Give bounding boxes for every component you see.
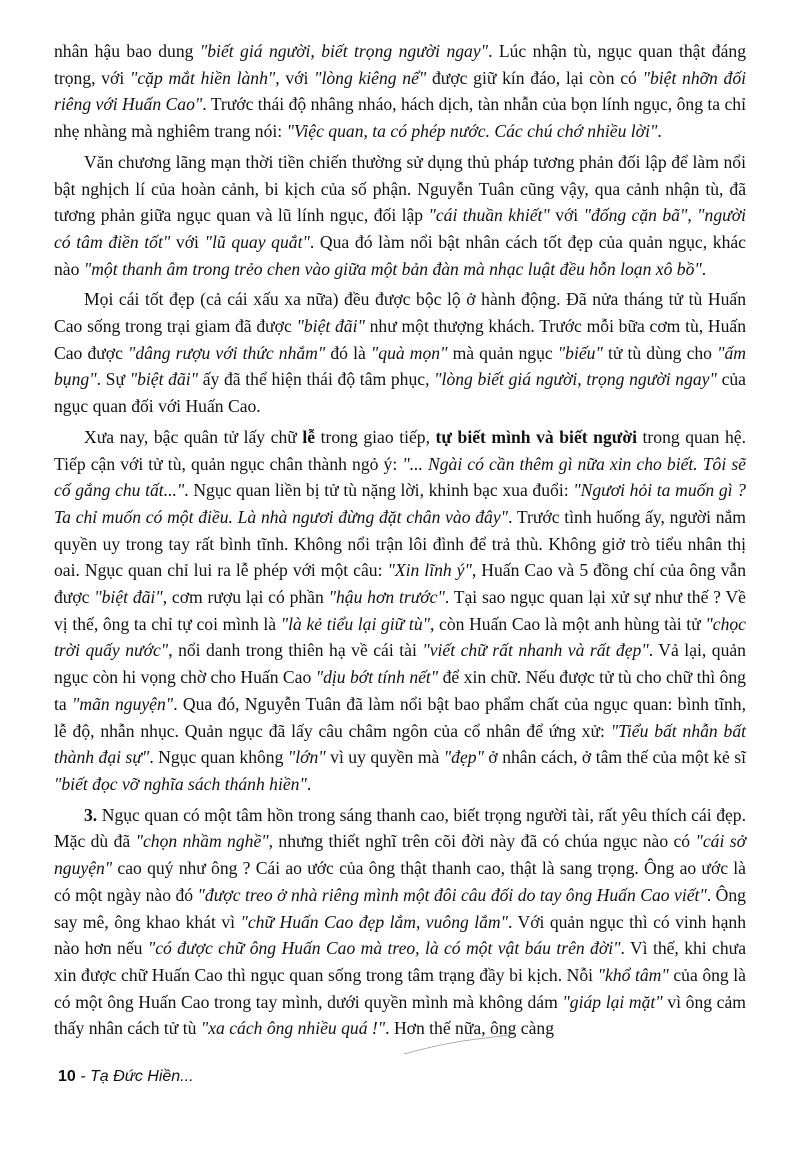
quoted-phrase: "dịu bớt tính nết": [315, 667, 439, 688]
quoted-phrase: "dâng rượu với thức nhắm": [128, 342, 326, 363]
text-run: Xưa nay, bậc quân tử lấy chữ: [84, 426, 303, 447]
text-run: cao quý như ông ? Cái ao ước của ông thật thanh cao, thật là sang trọng. Ông ao ước là có một ngày nào đó: [54, 858, 746, 905]
text-run: ,: [687, 205, 698, 226]
quoted-phrase: "một thanh âm trong trẻo chen vào giữa một bản đàn mà nhạc luật đều hỗn loạn xô bồ": [83, 258, 702, 279]
text-run: . Sự: [96, 369, 130, 390]
text-run: , cơm rượu lại có phần: [162, 587, 329, 608]
quoted-phrase: "lớn": [287, 747, 326, 768]
quoted-phrase: "biệt đãi": [94, 587, 163, 608]
text-run: Văn chương lãng mạn thời tiền chiến thường sử dụng thủ pháp tương phản đối lập để làm nổi bật nghịch lí của hoàn cảnh, bi kịch của số phận. Nguyễn Tuân cũng vậy, qua cảnh nhận tù, đã tương phản giữa ngục quan và lũ lính ngục, đối lập: [54, 151, 746, 226]
emphasized-text: lễ: [302, 426, 316, 447]
pen-scratch-mark: [400, 1030, 520, 1060]
paragraph: [54, 802, 746, 1042]
quoted-phrase: "mãn nguyện": [72, 693, 174, 714]
text-run: . Qua đó làm nổi bật nhân cách tốt đẹp của quản ngục, khác nào: [54, 231, 746, 279]
page-number: 10: [58, 1068, 76, 1085]
body-text: [54, 38, 746, 1046]
quoted-phrase: "khổ tâm": [597, 964, 669, 985]
quoted-phrase: "viết chữ rất nhanh và rất đẹp": [422, 640, 649, 661]
text-run: . Ngục quan không: [149, 747, 288, 768]
text-run: . Hơn thế nữa, ông càng: [385, 1018, 554, 1039]
text-run: đó là: [325, 342, 371, 363]
quoted-phrase: "ấm bụng": [54, 342, 746, 390]
quoted-phrase: "được treo ở nhà riêng mình một đôi câu đối do tay ông Huấn Cao viết": [197, 884, 707, 905]
quoted-phrase: "Xin lĩnh ý": [387, 560, 472, 581]
text-run: với: [170, 231, 205, 252]
text-run: tử tù dùng cho: [602, 342, 718, 363]
text-run: . Tại sao ngục quan lại xử sự như thế ? Về vị thế, ông ta chỉ tự coi mình là: [54, 587, 746, 634]
quoted-phrase: "chữ Huấn Cao đẹp lắm, vuông lắm": [240, 911, 508, 932]
text-run: trong quan hệ. Tiếp cận với tử tù, quản ngục chân thành ngỏ ý:: [54, 426, 746, 474]
text-run: . Ngục quan liền bị tử tù nặng lời, khinh bạc xua đuổi:: [184, 480, 574, 501]
quoted-phrase: "chọc trời quấy nước": [54, 613, 746, 661]
text-run: .: [701, 258, 707, 279]
paragraph: [54, 424, 746, 798]
text-run: vì uy quyền mà: [325, 747, 444, 768]
quoted-phrase: "đống cặn bã": [583, 205, 688, 226]
text-run: trong giao tiếp,: [315, 426, 436, 447]
text-run: .: [306, 773, 312, 794]
text-run: .: [657, 121, 662, 142]
text-run: với: [549, 205, 584, 226]
page-footer: [58, 1068, 194, 1086]
text-run: . Với quản ngục thì có vinh hạnh nào hơn nếu: [54, 911, 747, 959]
paragraph: [54, 286, 746, 420]
text-run: , Huấn Cao và 5 đồng chí của ông vẫn được: [54, 560, 746, 608]
text-run: ở nhân cách, ở tâm thế của một kẻ sĩ: [483, 747, 746, 768]
footer-author: Tạ Đức Hiền...: [90, 1068, 194, 1085]
paragraph: [54, 38, 746, 145]
quoted-phrase: "biệt đãi": [129, 369, 199, 390]
quoted-phrase: "hậu hơn trước": [328, 587, 445, 608]
text-run: như một thượng khách. Trước mỗi bữa cơm tù, Huấn Cao được: [54, 316, 747, 363]
quoted-phrase: "có được chữ ông Huấn Cao mà treo, là có một vật báu trên đời": [147, 938, 621, 959]
text-run: , nổi danh trong thiên hạ về cái tài: [168, 640, 423, 661]
quoted-phrase: "biếu": [557, 342, 603, 363]
quoted-phrase: "cặp mắt hiền lành": [129, 67, 276, 88]
quoted-phrase: "xa cách ông nhiều quá !": [200, 1018, 386, 1039]
quoted-phrase: "là kẻ tiểu lại giữ tù": [280, 613, 430, 634]
emphasized-text: tự biết mình và biết người: [435, 426, 637, 447]
quoted-phrase: "chọn nhầm nghề": [135, 831, 269, 852]
text-run: , nhưng thiết nghĩ trên cõi đời này đã có chúa ngục nào có: [268, 831, 696, 852]
text-run: của ngục quan đối với Huấn Cao.: [54, 369, 746, 417]
quoted-phrase: "cái sở nguyện": [54, 831, 746, 879]
text-run: . Qua đó, Nguyễn Tuân đã làm nổi bật bao phẩm chất của ngục quan: bình tĩnh, lễ độ, nhẫn nhục. Quản ngục đã lấy câu châm ngôn của cổ nhân để ứng xử:: [54, 693, 747, 741]
text-run: . Vả lại, quản ngục còn hi vọng chờ cho Huấn Cao: [54, 640, 746, 688]
quoted-phrase: "lòng kiêng nể": [314, 67, 427, 88]
text-run: ấy đã thể hiện thái độ tâm phục,: [198, 369, 435, 390]
quoted-phrase: "Tiểu bất nhẫn bất thành đại sự": [54, 720, 747, 768]
quoted-phrase: "Việc quan, ta có phép nước. Các chú chớ nhiều lời": [286, 121, 658, 142]
text-run: của ông là có một ông Huấn Cao trong tay mình, dưới quyền mình mà không dám: [54, 964, 746, 1012]
text-run: . Lúc nhận tù, ngục quan thật đáng trọng, với: [54, 41, 746, 88]
text-run: , còn Huấn Cao là một anh hùng tài tử: [430, 613, 706, 634]
text-run: . Ông say mê, ông khao khát vì: [54, 884, 746, 932]
quoted-phrase: "biệt nhỡn đối riêng với Huấn Cao": [54, 67, 747, 115]
quoted-phrase: "đẹp": [443, 747, 484, 768]
quoted-phrase: "người có tâm điền tốt": [54, 205, 746, 252]
text-run: được giữ kín đáo, lại còn có: [426, 67, 643, 88]
quoted-phrase: "lũ quay quắt": [204, 231, 310, 252]
text-run: vì ông cảm thấy nhân cách tử tù: [54, 991, 746, 1039]
text-run: nhân hậu bao dung: [54, 41, 200, 61]
quoted-phrase: "biệt đãi": [296, 316, 365, 337]
quoted-phrase: "cái thuần khiết": [428, 205, 550, 226]
footer-separator: -: [75, 1068, 91, 1085]
emphasized-text: 3.: [84, 804, 98, 825]
text-run: Mọi cái tốt đẹp (cả cái xấu xa nữa) đều được bộc lộ ở hành động. Đã nửa tháng tử tù Huấn Cao sống trong trại giam đã được: [54, 289, 746, 337]
text-run: . Vì thế, khi chưa xin được chữ Huấn Cao thì ngục quan sống trong tâm trạng đầy bi kịch. Nỗi: [54, 938, 747, 985]
text-run: , với: [275, 67, 315, 88]
paragraph: [54, 149, 746, 283]
text-run: . Trước tình huống ấy, người nắm quyền uy trong tay rất bình tĩnh. Không nổi trận lôi đình để trả thù. Không giở trò tiểu nhân thị oai. Ngục quan chỉ lui ra lễ phép với một câu:: [54, 506, 746, 581]
quoted-phrase: "biết đọc vỡ nghĩa sách thánh hiền": [54, 773, 307, 794]
text-run: . Trước thái độ nhâng nháo, hách dịch, tàn nhẫn của bọn lính ngục, ông ta chỉ nhẹ nhàng mà nghiêm trang nói:: [54, 94, 746, 142]
quoted-phrase: "lòng biết giá người, trọng người ngay": [434, 369, 717, 390]
quoted-phrase: "... Ngài có cần thêm gì nữa xin cho biết. Tôi sẽ cố gắng chu tất...": [54, 453, 746, 501]
quoted-phrase: "quà mọn": [370, 342, 448, 363]
quoted-phrase: "Ngươi hỏi ta muốn gì ? Ta chỉ muốn có một điều. Là nhà ngươi đừng đặt chân vào đây": [54, 480, 746, 527]
text-run: mà quản ngục: [447, 342, 558, 363]
text-run: Ngục quan có một tâm hồn trong sáng thanh cao, biết trọng người tài, rất yêu thích cái đẹp. Mặc dù đã: [54, 804, 746, 852]
quoted-phrase: "giáp lại mặt": [562, 991, 663, 1012]
quoted-phrase: "biết giá người, biết trọng người ngay": [199, 41, 489, 61]
text-run: để xin chữ. Nếu được tử tù cho chữ thì ông ta: [54, 667, 746, 714]
